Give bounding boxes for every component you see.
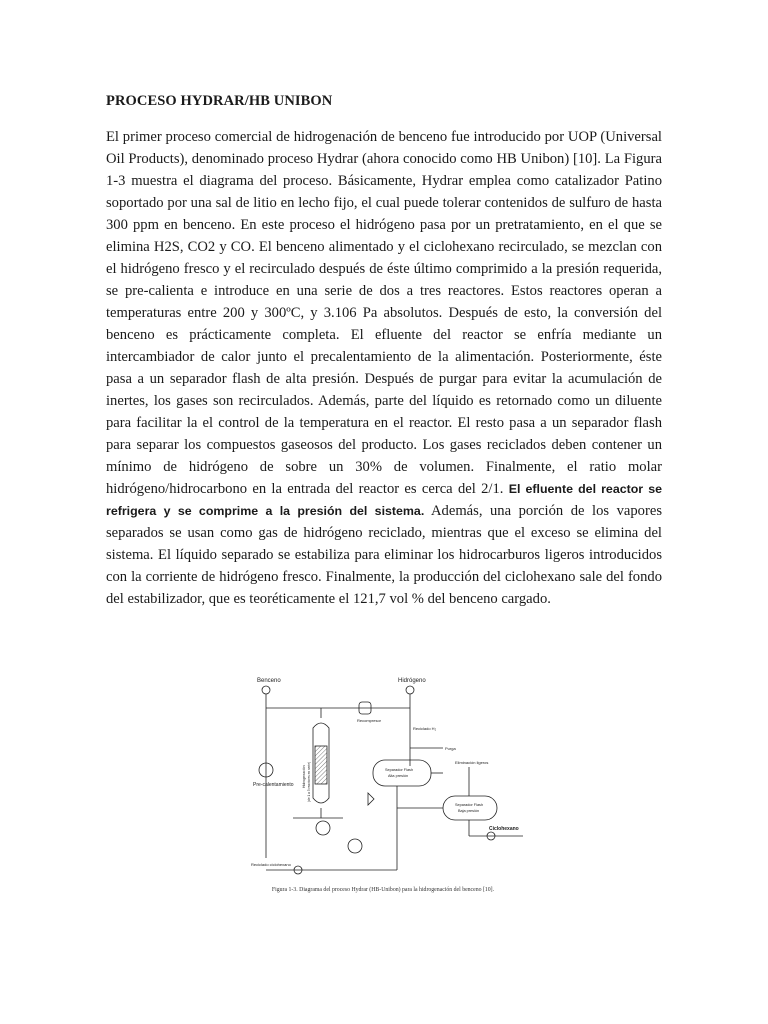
figure-caption: Figura 1-3. Diagrama del proceso Hydrar (HB-Unibon) para la hidrogenación del benceno [10].: [271, 887, 495, 893]
label-sep-alta-2: Alta presión: [388, 774, 409, 778]
label-benceno: Benceno: [257, 678, 281, 684]
paragraph-bold-sentence: El efluente del reactor se refrigera y se comprime a la presión del sistema.: [106, 482, 662, 518]
label-purga: Purga: [445, 746, 456, 751]
label-reciclado-h2: Reciclado H₂: [413, 726, 437, 731]
label-sep-baja-2: Baja presión: [458, 809, 480, 813]
valve-symbol: [368, 793, 374, 805]
section-heading: PROCESO HYDRAR/HB UNIBON: [106, 93, 333, 109]
hidrogeno-feed-node: [406, 686, 414, 694]
label-sep-baja-1: Separador Flash: [455, 803, 484, 807]
label-ciclohexano: Ciclohexano: [489, 826, 519, 832]
paragraph-text-part1: El primer proceso comercial de hidrogenación de benceno fue introducido por UOP (Universal Oil Products), denominado proceso Hydrar (ahora conocido como HB Unibon) [10]. La Figura 1-3 muestra el diagrama del proceso. Básicamente, Hydrar emplea como catalizador Patino soportado por una sal de litio en lecho fijo, el cual puede tolerar contenidos de sulfuro de hasta 300 ppm en benceno. En este proceso el hidrógeno pasa por un pretratamiento, en el que se elimina H2S, CO2 y CO. El benceno alimentado y el ciclohexano recirculado, se mezclan con el hidrógeno fresco y el recirculado después de éste último comprimido a la presión requerida, se pre-calienta e introduce en una serie de dos a tres reactores. Estos reactores operan a temperaturas entre 200 y 300ºC, y 3.106 Pa absolutos. Después de esto, la conversión del benceno es prácticamente completa. El efluente del reactor se enfría mediante un intercambiador de calor junto el precalentamiento de la alimentación. Posteriormente, éste pasa a un separador flash de alta presión. Después de purgar para evitar la acumulación de inertes, los gases son recirculados. Además, parte del líquido es retornado como un diluente para facilitar la el control de la temperatura en el reactor. El resto pasa a un separador flash para separar los compuestos gaseosos del producto. Los gases reciclados deben contener un mínimo de hidrógeno de sobre un 30% de volumen. Finalmente, el ratio molar hidrógeno/hidrocarbono en la entrada del reactor es cerca del 2/1.: [106, 129, 662, 497]
label-hidrogeno: Hidrógeno: [398, 678, 426, 684]
body-paragraph: [106, 126, 662, 610]
process-diagram: [233, 668, 533, 896]
high-pressure-separator: [373, 760, 431, 786]
process-diagram-svg: [233, 668, 533, 896]
label-reciclado-ciclohexano: Reciclado ciclohexano: [251, 862, 291, 867]
low-pressure-separator: [443, 796, 497, 820]
label-recompresor: Recompresor: [357, 718, 382, 723]
cooler-symbol: [348, 839, 362, 853]
label-eliminacion-ligeros: Eliminación ligeros: [455, 760, 489, 765]
label-sep-alta-1: Separador Flash: [385, 768, 414, 772]
benceno-feed-node: [262, 686, 270, 694]
paragraph-text-part2: Además, una porción de los vapores separados se usan como gas de hidrógeno reciclado, mientras que el exceso se elimina del sistema. El líquido separado se estabiliza para eliminar los hidrocarburos ligeros introducidos con la corriente de hidrógeno fresco. Finalmente, la producción del ciclohexano sale del fondo del estabilizador, que es teoréticamente el 121,7 vol % del benceno cargado.: [106, 503, 662, 607]
label-precalentamiento: Pre-calentamiento: [253, 782, 294, 788]
label-reactor-1: Hidrogenación: [302, 765, 306, 788]
heat-exchanger-symbol: [316, 821, 330, 835]
label-reactor-2: (de 1 a 3 reactores en serie): [307, 761, 311, 802]
reactor-bed: [315, 746, 327, 784]
